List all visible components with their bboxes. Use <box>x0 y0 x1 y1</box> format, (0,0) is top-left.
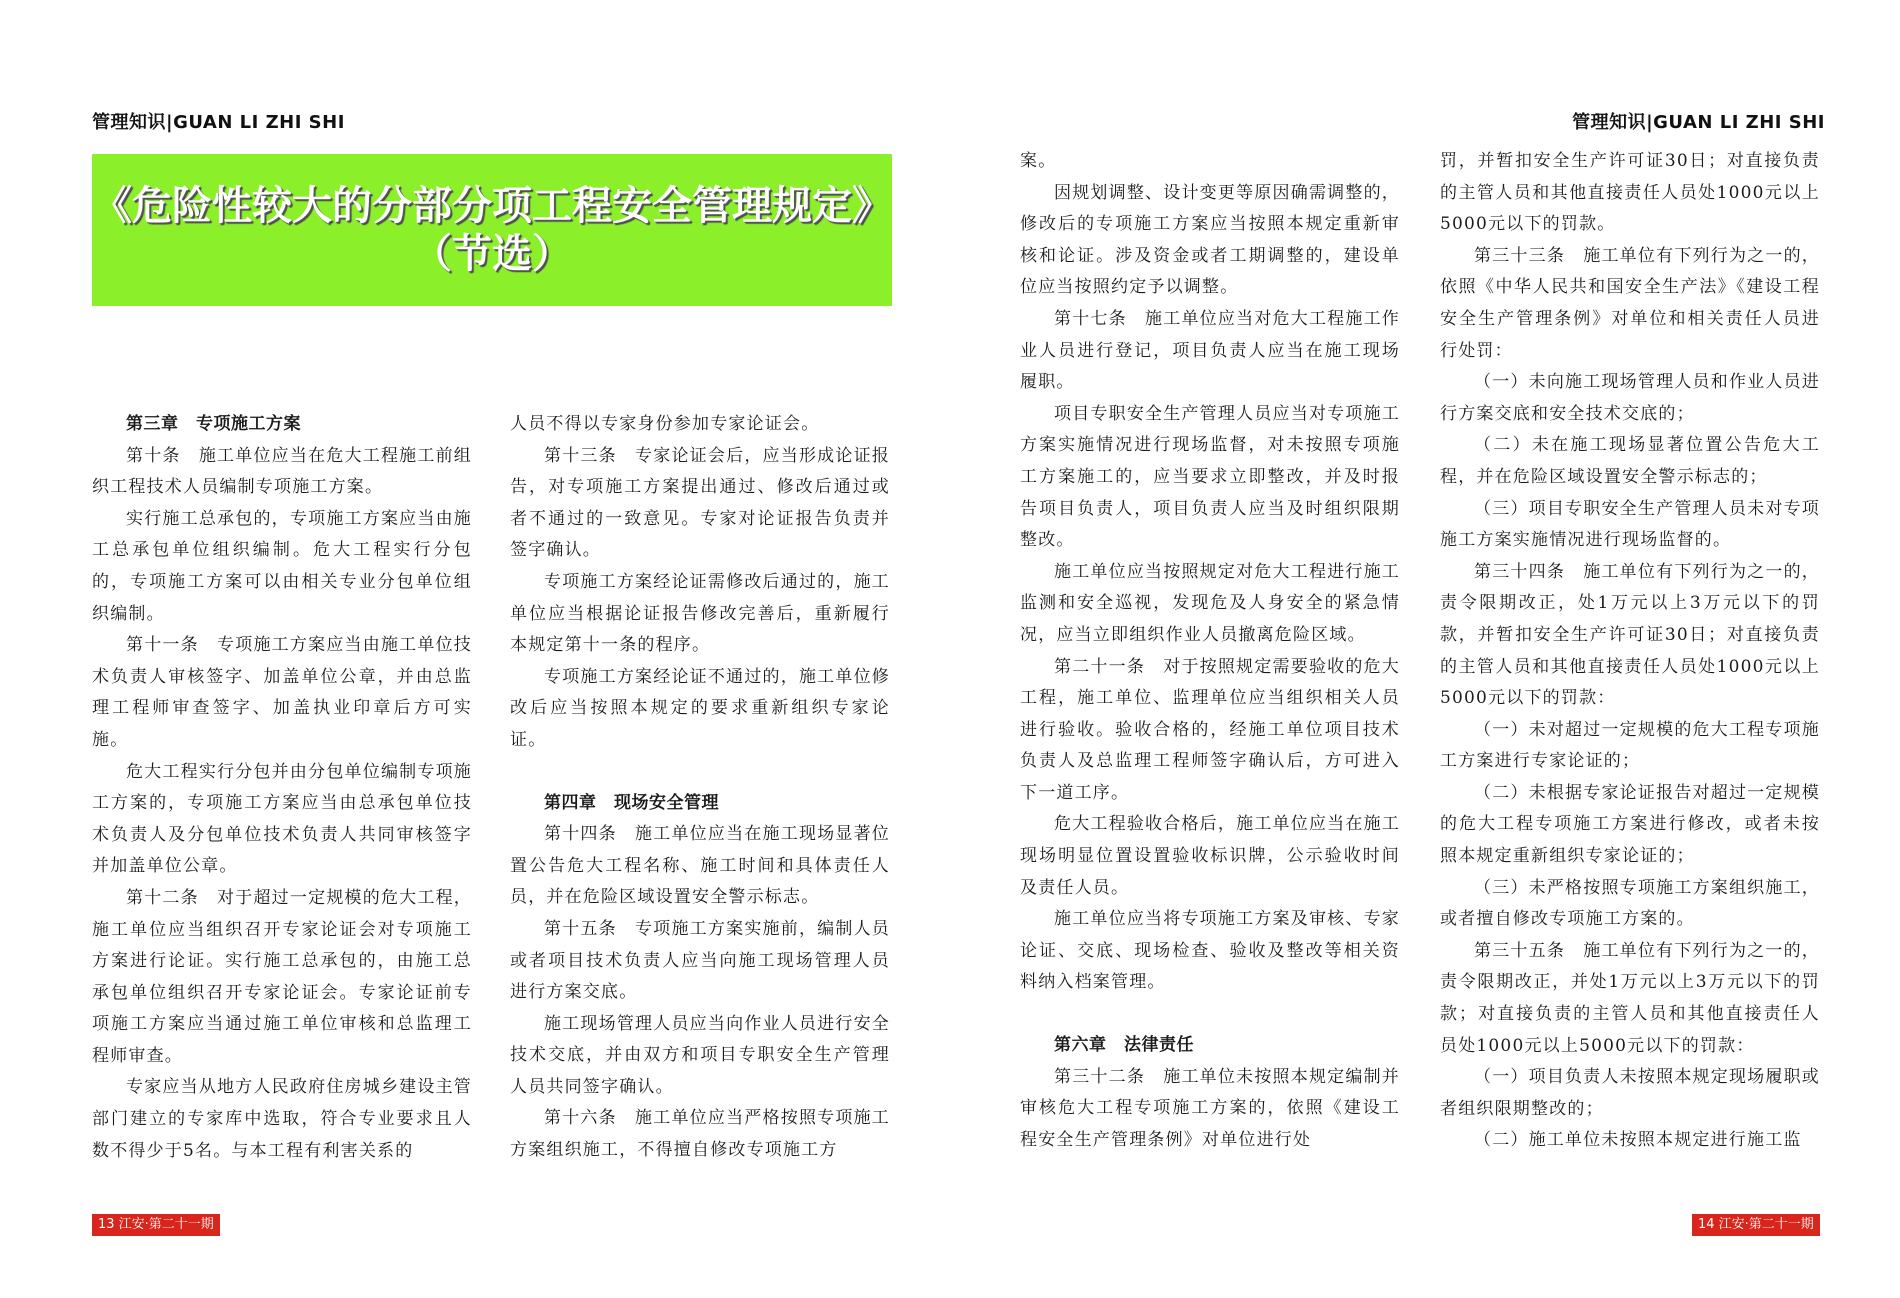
paragraph-continued: 案。 <box>1020 151 1057 171</box>
chapter-heading: 第四章 现场安全管理 <box>544 792 719 813</box>
list-item: （二）施工单位未按照本规定进行施工监 <box>1474 1130 1802 1151</box>
section-gap <box>1020 999 1400 1030</box>
paragraph: 第三十二条 施工单位未按照本规定编制并审核危大工程专项施工方案的，依照《建设工程安全生产管理条例》对单位进行处 <box>1020 1066 1400 1150</box>
page-footer-left: 13 江安·第二十一期 <box>92 1214 220 1236</box>
paragraph: 危大工程验收合格后，施工单位应当在施工现场明显位置设置验收标识牌，公示验收时间及责任人员。 <box>1020 814 1400 898</box>
paragraph: 第三十五条 施工单位有下列行为之一的，责令限期改正，并处1万元以上3万元以下的罚款；对直接负责的主管人员和其他直接责任人员处1000元以上5000元以下的罚款： <box>1440 940 1820 1056</box>
paragraph-continued: 人员不得以专家身份参加专家论证会。 <box>510 414 820 434</box>
page-footer-right: 14 江安·第二十一期 <box>1692 1214 1820 1236</box>
paragraph: 专项施工方案经论证不通过的，施工单位修改后应当按照本规定的要求重新组织专家论证。 <box>510 666 890 750</box>
text-column-1 <box>92 409 472 1167</box>
paragraph: 第十条 施工单位应当在危大工程施工前组织工程技术人员编制专项施工方案。 <box>92 445 472 498</box>
article-title-banner <box>92 154 892 306</box>
paragraph: 第十五条 专项施工方案实施前，编制人员或者项目技术负责人应当向施工现场管理人员进行方案交底。 <box>510 918 890 1003</box>
paragraph: 第十二条 对于超过一定规模的危大工程，施工单位应当组织召开专家论证会对专项施工方案进行论证。实行施工总承包的，由施工总承包单位组织召开专家论证会。专家论证前专项施工方案应当通过施工单位审核和总监理工程师审查。 <box>92 887 472 1066</box>
list-item: （一）未向施工现场管理人员和作业人员进行方案交底和安全技术交底的； <box>1440 372 1820 424</box>
list-item: （一）项目负责人未按照本规定现场履职或者组织限期整改的； <box>1440 1067 1820 1119</box>
page-header-right: 管理知识|GUAN LI ZHI SHI <box>1572 112 1825 133</box>
text-column-2 <box>510 409 890 1167</box>
paragraph-continued: 罚，并暂扣安全生产许可证30日；对直接负责的主管人员和其他直接责任人员处1000元以上5000元以下的罚款。 <box>1440 151 1820 235</box>
paragraph: 第二十一条 对于按照规定需要验收的危大工程，施工单位、监理单位应当组织相关人员进行验收。验收合格的，经施工单位项目技术负责人及总监理工程师签字确认后，方可进入下一道工序。 <box>1020 656 1400 803</box>
paragraph: 专项施工方案经论证需修改后通过的，施工单位应当根据论证报告修改完善后，重新履行本规定第十一条的程序。 <box>510 571 890 656</box>
chapter-heading: 第三章 专项施工方案 <box>126 414 301 434</box>
chapter-heading: 第六章 法律责任 <box>1054 1035 1194 1056</box>
section-gap <box>510 757 890 788</box>
list-item: （一）未对超过一定规模的危大工程专项施工方案进行专家论证的； <box>1440 719 1820 772</box>
page-header-left: 管理知识|GUAN LI ZHI SHI <box>92 112 345 133</box>
paragraph: 因规划调整、设计变更等原因确需调整的，修改后的专项施工方案应当按照本规定重新审核和论证。涉及资金或者工期调整的，建设单位应当按照约定予以调整。 <box>1020 182 1400 298</box>
paragraph: 第十六条 施工单位应当严格按照专项施工方案组织施工，不得擅自修改专项施工方 <box>510 1108 890 1161</box>
paragraph: 施工现场管理人员应当向作业人员进行安全技术交底，并由双方和项目专职安全生产管理人员共同签字确认。 <box>510 1013 890 1097</box>
list-item: （二）未根据专家论证报告对超过一定规模的危大工程专项施工方案进行修改，或者未按照本规定重新组织专家论证的； <box>1440 782 1820 867</box>
paragraph: 施工单位应当按照规定对危大工程进行施工监测和安全巡视，发现危及人身安全的紧急情况，应当立即组织作业人员撤离危险区域。 <box>1020 561 1400 645</box>
paragraph: 第十三条 专家论证会后，应当形成论证报告，对专项施工方案提出通过、修改后通过或者不通过的一致意见。专家对论证报告负责并签字确认。 <box>510 445 890 561</box>
article-title: 《危险性较大的分部分项工程安全管理规定》 <box>92 182 892 229</box>
paragraph: 第十七条 施工单位应当对危大工程施工作业人员进行登记，项目负责人应当在施工现场履职。 <box>1020 308 1400 393</box>
paragraph: 第十一条 专项施工方案应当由施工单位技术负责人审核签字、加盖单位公章，并由总监理工程师审查签字、加盖执业印章后方可实施。 <box>92 635 472 750</box>
paragraph: 第十四条 施工单位应当在施工现场显著位置公告危大工程名称、施工时间和具体责任人员，并在危险区域设置安全警示标志。 <box>510 824 890 908</box>
paragraph: 项目专职安全生产管理人员应当对专项施工方案实施情况进行现场监督，对未按照专项施工方案施工的，应当要求立即整改，并及时报告项目负责人，项目负责人应当及时组织限期整改。 <box>1020 403 1400 551</box>
text-column-4 <box>1440 146 1820 1157</box>
paragraph: 第三十四条 施工单位有下列行为之一的，责令限期改正，处1万元以上3万元以下的罚款，并暂扣安全生产许可证30日；对直接负责的主管人员和其他直接责任人员处1000元以上5000元以下的罚款： <box>1440 561 1820 709</box>
article-subtitle: （节选） <box>412 230 572 277</box>
paragraph: 专家应当从地方人民政府住房城乡建设主管部门建立的专家库中选取，符合专业要求且人数不得少于5名。与本工程有利害关系的 <box>92 1077 472 1161</box>
paragraph: 施工单位应当将专项施工方案及审核、专家论证、交底、现场检查、验收及整改等相关资料纳入档案管理。 <box>1020 909 1400 993</box>
list-item: （二）未在施工现场显著位置公告危大工程，并在危险区域设置安全警示标志的； <box>1440 435 1820 487</box>
text-column-3 <box>1020 146 1400 1156</box>
paragraph: 危大工程实行分包并由分包单位编制专项施工方案的，专项施工方案应当由总承包单位技术负责人及分包单位技术负责人共同审核签字并加盖单位公章。 <box>92 761 472 877</box>
paragraph: 实行施工总承包的，专项施工方案应当由施工总承包单位组织编制。危大工程实行分包的，专项施工方案可以由相关专业分包单位组织编制。 <box>92 508 472 624</box>
list-item: （三）未严格按照专项施工方案组织施工，或者擅自修改专项施工方案的。 <box>1440 877 1820 930</box>
paragraph: 第三十三条 施工单位有下列行为之一的，依照《中华人民共和国安全生产法》《建设工程安全生产管理条例》对单位和相关责任人员进行处罚： <box>1440 245 1820 361</box>
list-item: （三）项目专职安全生产管理人员未对专项施工方案实施情况进行现场监督的。 <box>1440 498 1820 551</box>
